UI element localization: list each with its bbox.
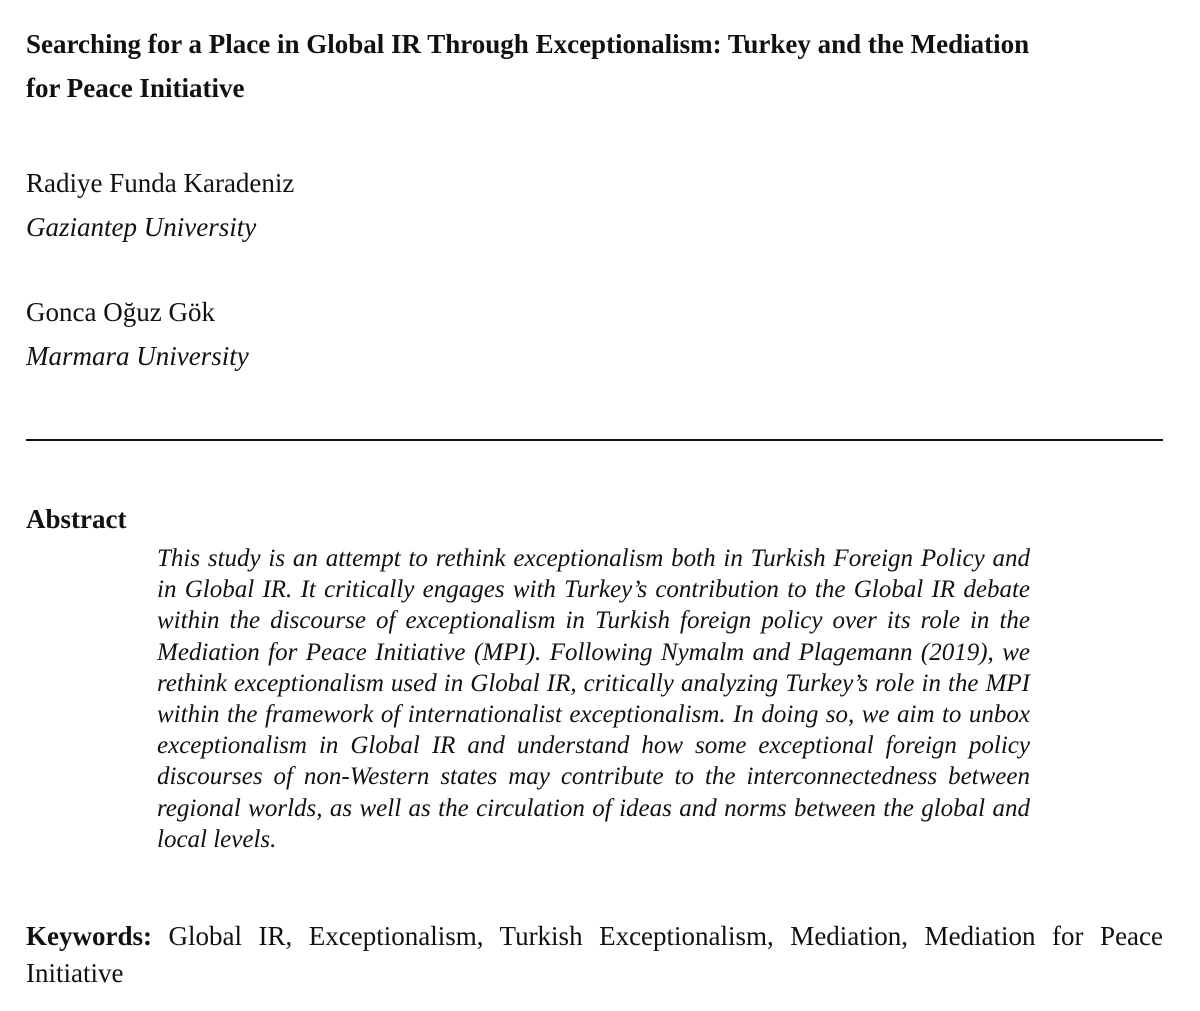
section-divider: [26, 439, 1163, 441]
author-affiliation-1: Gaziantep University: [26, 212, 257, 242]
abstract-text: This study is an attempt to rethink exceptionalism both in Turkish Foreign Policy and in Global IR. It critically engages with Turkey’s contribution to the Global IR debate within the discourse of exceptionalism in Turkish foreign policy over its role in the Mediation for Peace Initiative (MPI). Following Nymalm and Plagemann (2019), we rethink exceptionalism used in Global IR, critically analyzing Turkey’s role in the MPI within the framework of internationalist exceptionalism. In doing so, we aim to unbox exceptionalism in Global IR and understand how some exceptional foreign policy discourses of non-Western states may contribute to the interconnectedness between regional worlds, as well as the circulation of ideas and norms between the global and local levels.: [157, 545, 1030, 853]
author-name-2: Gonca Oğuz Gök: [26, 297, 215, 327]
keywords-text: Global IR, Exceptionalism, Turkish Exceptionalism, Mediation, Mediation for Peace Initiative: [26, 921, 1164, 988]
keywords-line: [26, 918, 1163, 992]
author-name-1: Radiye Funda Karadeniz: [26, 168, 295, 198]
author-affiliation-2: Marmara University: [26, 341, 249, 371]
paper-title: Searching for a Place in Global IR Through Exceptionalism: Turkey and the Mediation for Peace Initiative: [26, 29, 1030, 103]
keywords-label: Keywords:: [26, 921, 152, 951]
abstract-heading: Abstract: [26, 504, 127, 534]
